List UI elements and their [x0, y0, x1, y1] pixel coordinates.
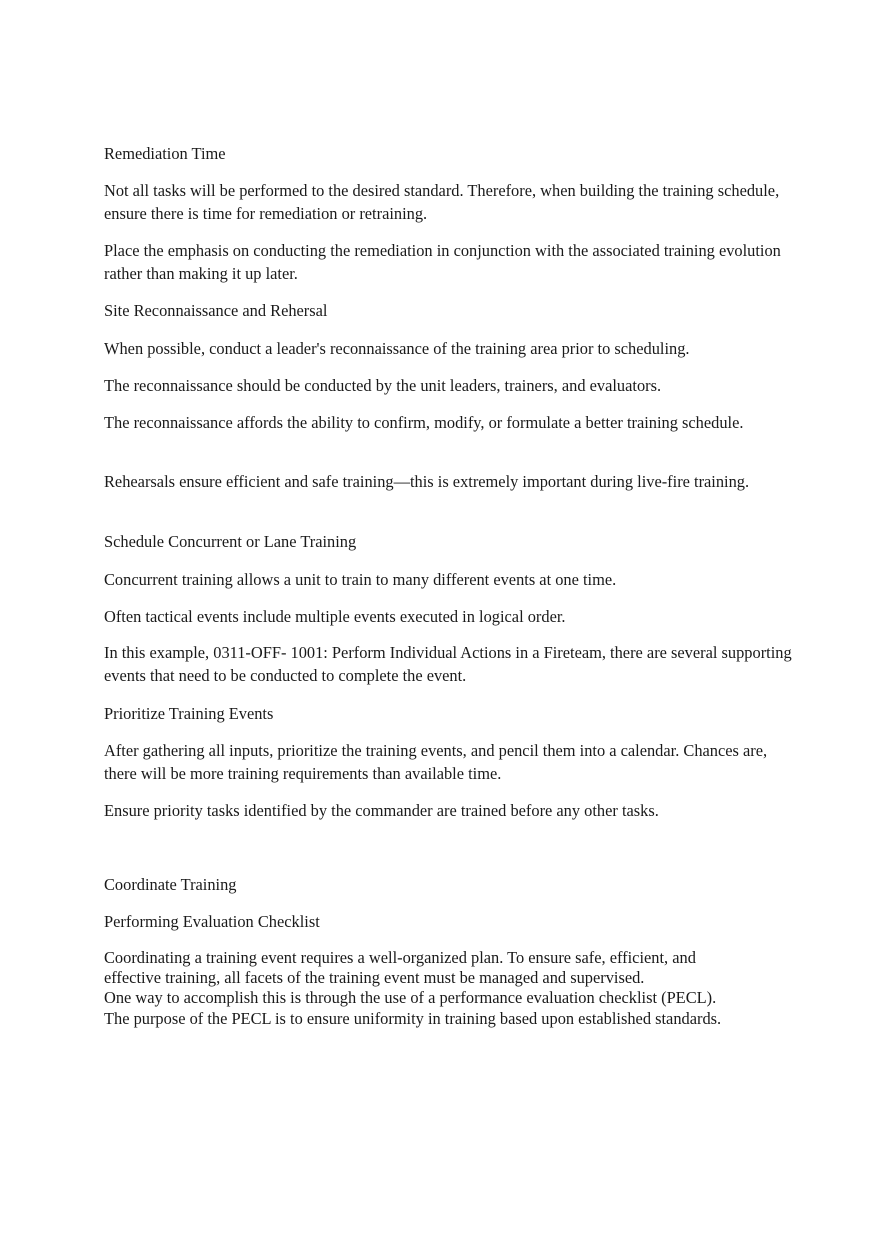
heading-performing-evaluation-checklist: Performing Evaluation Checklist [104, 912, 320, 931]
paragraph-remediation-2: Place the emphasis on conducting the remediation in conjunction with the associated training evolution rather than making it up later. [104, 241, 781, 283]
paragraph-pecl-line-1: Coordinating a training event requires a well-organized plan. To ensure safe, efficient, and [104, 948, 696, 967]
heading-remediation-time: Remediation Time [104, 144, 226, 163]
paragraph-remediation-1: Not all tasks will be performed to the desired standard. Therefore, when building the training schedule, ensure there is time for remediation or retraining. [104, 181, 780, 223]
paragraph-pecl-line-4: The purpose of the PECL is to ensure uniformity in training based upon established standards. [104, 1009, 722, 1028]
heading-coordinate-training: Coordinate Training [104, 875, 237, 894]
paragraph-site-3: The reconnaissance affords the ability to confirm, modify, or formulate a better training schedule. [104, 413, 744, 432]
heading-site-reconnaissance: Site Reconnaissance and Rehersal [104, 301, 328, 320]
heading-concurrent-training: Schedule Concurrent or Lane Training [104, 532, 357, 551]
paragraph-concurrent-1: Concurrent training allows a unit to train to many different events at one time. [104, 570, 617, 589]
paragraph-pecl-line-3: One way to accomplish this is through the use of a performance evaluation checklist (PECL). [104, 988, 717, 1007]
paragraph-prioritize-1: After gathering all inputs, prioritize the training events, and pencil them into a calendar. Chances are, there will be more training requirements than available time. [104, 741, 768, 783]
paragraph-pecl-line-2: effective training, all facets of the training event must be managed and supervised. [104, 968, 645, 987]
paragraph-concurrent-3: In this example, 0311-OFF- 1001: Perform Individual Actions in a Fireteam, there are several supporting events that need to be conducted to complete the event. [104, 643, 792, 685]
paragraph-site-4: Rehearsals ensure efficient and safe training—this is extremely important during live-fire training. [104, 472, 750, 491]
heading-prioritize-training: Prioritize Training Events [104, 704, 274, 723]
paragraph-site-2: The reconnaissance should be conducted by the unit leaders, trainers, and evaluators. [104, 376, 662, 395]
paragraph-prioritize-2: Ensure priority tasks identified by the commander are trained before any other tasks. [104, 801, 659, 820]
paragraph-concurrent-2: Often tactical events include multiple events executed in logical order. [104, 607, 566, 626]
paragraph-site-1: When possible, conduct a leader's reconnaissance of the training area prior to scheduling. [104, 339, 690, 358]
